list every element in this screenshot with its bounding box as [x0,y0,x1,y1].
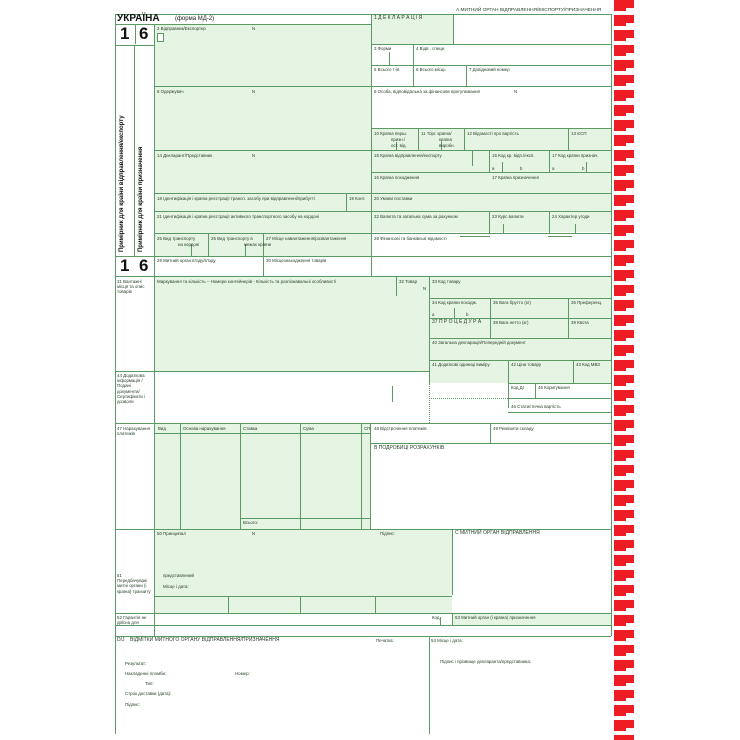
declarant-signature-label: Підпис і прізвище декларанта/представника: [440,659,532,664]
line [508,398,611,399]
line [154,596,452,597]
field-3-label: 3 Форми [374,46,392,51]
line [371,65,611,66]
principal-signature-label: Підпис: [380,531,395,536]
line [508,383,611,384]
line [503,224,504,233]
line [115,625,611,626]
field-23-label: 23 Курс валюти [492,214,524,219]
field-35-label: 35 Вага брутто (кг) [493,300,531,305]
line [154,150,611,151]
field-16-label: 16 Країна походження [374,175,420,180]
field-4-label: 4 Відв . специ. [416,46,446,51]
field-36-label: 36 Преференц. [571,300,603,305]
line [134,45,135,257]
line [263,233,264,276]
line [460,236,490,237]
line [154,193,611,194]
field-15-label: 15 Країна відправлення/експорту [374,153,442,158]
line [466,65,467,86]
field-48-label: 48 Відстрочення платежів [374,426,427,431]
field-50-n: N [252,531,256,536]
line [549,150,550,172]
field-40-label: 40 Загальна декларація/Попередній документ [432,340,526,345]
field-25-label: 25 Вид транспорту [157,236,196,241]
field-46-label: 46 Статистична вартість [511,404,561,409]
line [472,150,473,166]
field-33-label: 33 Код товару [432,279,461,284]
field-bg-payments [154,423,370,529]
checkbox-square [157,33,164,42]
field-bg-consignee [154,86,371,150]
field-52-label: 52 Гарантія не дійсна для [117,615,147,626]
field-2-n: N [252,26,256,31]
vertical-label-destination: Примірник для країни призначення [138,146,144,252]
field-20-label: 20 Умови поставки [374,196,413,201]
seals-label: Накладенні пломби: [125,671,167,676]
copy-number-6-bottom: 6 [139,256,149,275]
place-date-label: Місце і дата: [163,584,189,589]
field-31-marks-label: Маркування та кількість – Номери контейнерів - Кількість та розпізнавальні особливості [157,279,337,284]
vertical-label-export: Примірник для країни відправлення/експорту [119,115,125,252]
kod-di-label: Код ДІ [511,385,524,390]
form-number: (форма МД-2) [175,16,215,22]
field-7-label: 7 Довідковий номер [469,67,510,72]
field-bg-transit [154,596,452,613]
field-6-label: 6 Всього місць [416,67,446,72]
line [490,423,491,443]
dotted-line [429,398,508,399]
field-43-label: 43 Код МВЗ [576,362,600,367]
line [548,236,572,237]
field-26-label: 26 Вид транспорту в [211,236,253,241]
field-30-label: 30 Місцезнаходження товарів [266,258,327,263]
line [346,193,347,211]
line [375,596,376,613]
field-10-label: 10 Країна перш. [374,131,407,136]
page-margin [634,0,740,740]
field-27-label: 27 Місце навантаження/розвантаження [266,236,347,241]
line [240,518,370,519]
line [508,412,611,413]
line [575,224,576,233]
field-34-a: a [432,312,435,317]
field-8-label: 8 Одержувач [157,89,184,94]
number-label: Номер: [235,671,250,676]
line [115,14,611,15]
line [508,360,509,408]
line [154,433,370,434]
field-17-label: 17 Країна призначення [492,175,539,180]
line [240,423,241,529]
field-28-label: 28 Фінансові та банківські відомості [374,236,447,241]
field-39-label: 39 Квота [571,320,589,325]
line [115,14,116,734]
line [573,360,574,383]
field-11-label-3: виробн. [439,143,455,148]
line [440,617,441,625]
line [115,276,611,277]
field-47-label: 47 Нарахування платежів [117,426,150,437]
field-17a-label: 17 Код країни признач. [552,153,599,158]
line [489,211,490,233]
line [135,24,136,44]
line [154,24,155,636]
line [452,529,453,595]
field-34-b: b [466,312,469,317]
col-stavka: Ставка [243,426,258,431]
field-24-label: 24 Характер угоди [552,214,590,219]
copy-number-6-top: 6 [139,24,149,43]
copy-number-1-bottom: 1 [120,256,130,275]
field-44-label: 44 Додаткова інформація / Подані документи/ Сертифікати і дозволи [117,373,146,405]
field-12-label: 12 Відомості про вартість [467,131,519,136]
field-18-label: 18 Ідентифікація і країна реєстрації трансп. засобу при відправленні/прибутті [157,196,315,201]
line [611,14,612,636]
field-15a-label: 15 Код кр. відп./експ. [492,153,535,158]
authority-top: А МИТНИЙ ОРГАН ВІДПРАВЛЕННЯ/ЕКСПОРТУ/ПРИЗНАЧЕННЯ [456,8,602,13]
field-21-label: 21 Ідентифікація і країна реєстрації активного транспортного засобу на кордоні [157,214,319,219]
signature-label: Підпис: [125,702,140,707]
field-11-label-2: країна [439,137,452,142]
field-50-label: 50 Принципал [157,531,186,536]
line [452,613,453,625]
stamp-label: Печатка: [376,638,394,643]
line [371,172,611,173]
section-d-authority: ВІДМІТКИ МИТНОГО ОРГАНУ ВІДПРАВЛЕННЯ/ПРИЗНАЧЕННЯ [130,637,280,643]
section-c-label: С МИТНИЙ ОРГАН ВІДПРАВЛЕННЯ [455,530,540,536]
field-38-label: 38 Вага нетто (кг) [493,320,529,325]
field-bg-goods [154,276,429,371]
type-label: Тип: [145,681,154,686]
field-29-label: 29 Митний орган в'їзду/в'їзду [157,258,216,263]
field-34-label: 34 Код країни походж. [432,300,477,305]
field-13-label: 13 ЄСП [571,131,587,136]
line [392,386,393,402]
line [549,211,550,233]
field-25-label-2: на кордоні [178,242,200,247]
dotted-line [429,383,430,423]
country-title: УКРАЇНА [117,13,160,24]
field-45-label: 45 Коригування [538,385,570,390]
delivery-date-label: Строк доставки (дата): [125,691,172,696]
field-49-label: 49 Реквізити складу [493,426,534,431]
line [115,24,371,25]
field-37-label: 37 П Р О Ц Е Д У Р А [432,319,482,325]
field-17a-b: b [582,166,585,171]
line [429,276,430,383]
line [396,276,397,296]
red-perforation-stripe [614,0,626,740]
line [154,211,611,212]
line [180,423,181,529]
line [371,128,611,129]
field-1-label: 1 Д Е К Л А Р А Ц І Я [374,15,423,21]
col-osnova: Основа нарахування [183,426,226,431]
line [115,256,371,257]
line [115,45,154,46]
field-14-label: 14 Декларант/Представник [157,153,213,158]
field-9-n: N [514,89,518,94]
field-32-n: N [423,286,427,291]
result-label: Результат: [125,661,147,666]
field-42-label: 42 Ціна товару [511,362,542,367]
copy-number-1-top: 1 [120,24,130,43]
field-14-n: N [252,153,256,158]
line [429,360,611,361]
line [154,86,611,87]
field-2-label: 2 Відправник/Експортер [157,26,206,31]
line [300,423,301,529]
field-31-label: 31 Вантажні місця та опис товарів [117,279,145,295]
line [454,308,455,318]
field-5-label: 5 Всього т-ів [374,67,400,72]
line [453,14,454,44]
line [115,423,611,424]
field-51-label: 51 Передбачувані митні органи (і країна) транзиту [117,573,151,594]
field-11-label: 11 Торг. країна/ [421,131,452,136]
field-19-label: 19 Конт. [349,196,366,201]
line [502,162,503,172]
section-b-label: В ПОДРОБИЦІ РОЗРАХУНКІВ [374,445,445,451]
field-17a-a: a [552,166,555,171]
field-22-label: 22 Валюта та загальна сума за рахунком [374,214,458,219]
field-bg-sender [154,24,371,86]
line [371,14,372,276]
field-53-label: 53 Митний орган (і країна) призначення [455,615,536,620]
line [418,128,419,150]
line [300,596,301,613]
line [429,338,611,339]
line [489,150,490,172]
line [154,233,611,234]
line [429,298,611,299]
line [371,443,611,444]
field-10-label-3: ост. від. [391,143,407,148]
field-15a-b: b [520,166,523,171]
line [464,128,465,150]
line [370,423,371,529]
field-10-label-2: призн./ [391,137,406,142]
col-sp: СП [364,426,371,431]
line [115,371,429,372]
line [389,52,390,65]
field-9-label: 9 Особа, відповідальна за фінансове врегулювання [374,89,480,94]
field-41-label: 41 Додаткові одиниці виміру [432,362,490,367]
line [586,162,587,172]
field-54-label: 54 Місце і дата: [431,638,463,643]
line [429,636,430,734]
section-d-label: D/J [117,637,125,643]
total-label: Всього: [243,520,259,525]
field-32-label: 32 Товар [399,279,418,284]
line [115,613,611,614]
code-label: Код [432,615,440,620]
line [228,596,229,613]
field-bg-principal [154,529,452,596]
line [371,256,611,257]
line [371,44,611,45]
line [361,423,362,529]
col-suma: Сума [303,426,314,431]
represented-label: представлений [163,573,194,578]
field-26-label-2: межах країни [244,242,272,247]
line [568,128,569,150]
line [535,383,536,398]
line [208,233,209,256]
col-vyd: Вид [158,426,166,431]
field-15a-a: a [492,166,495,171]
field-8-n: N [252,89,256,94]
